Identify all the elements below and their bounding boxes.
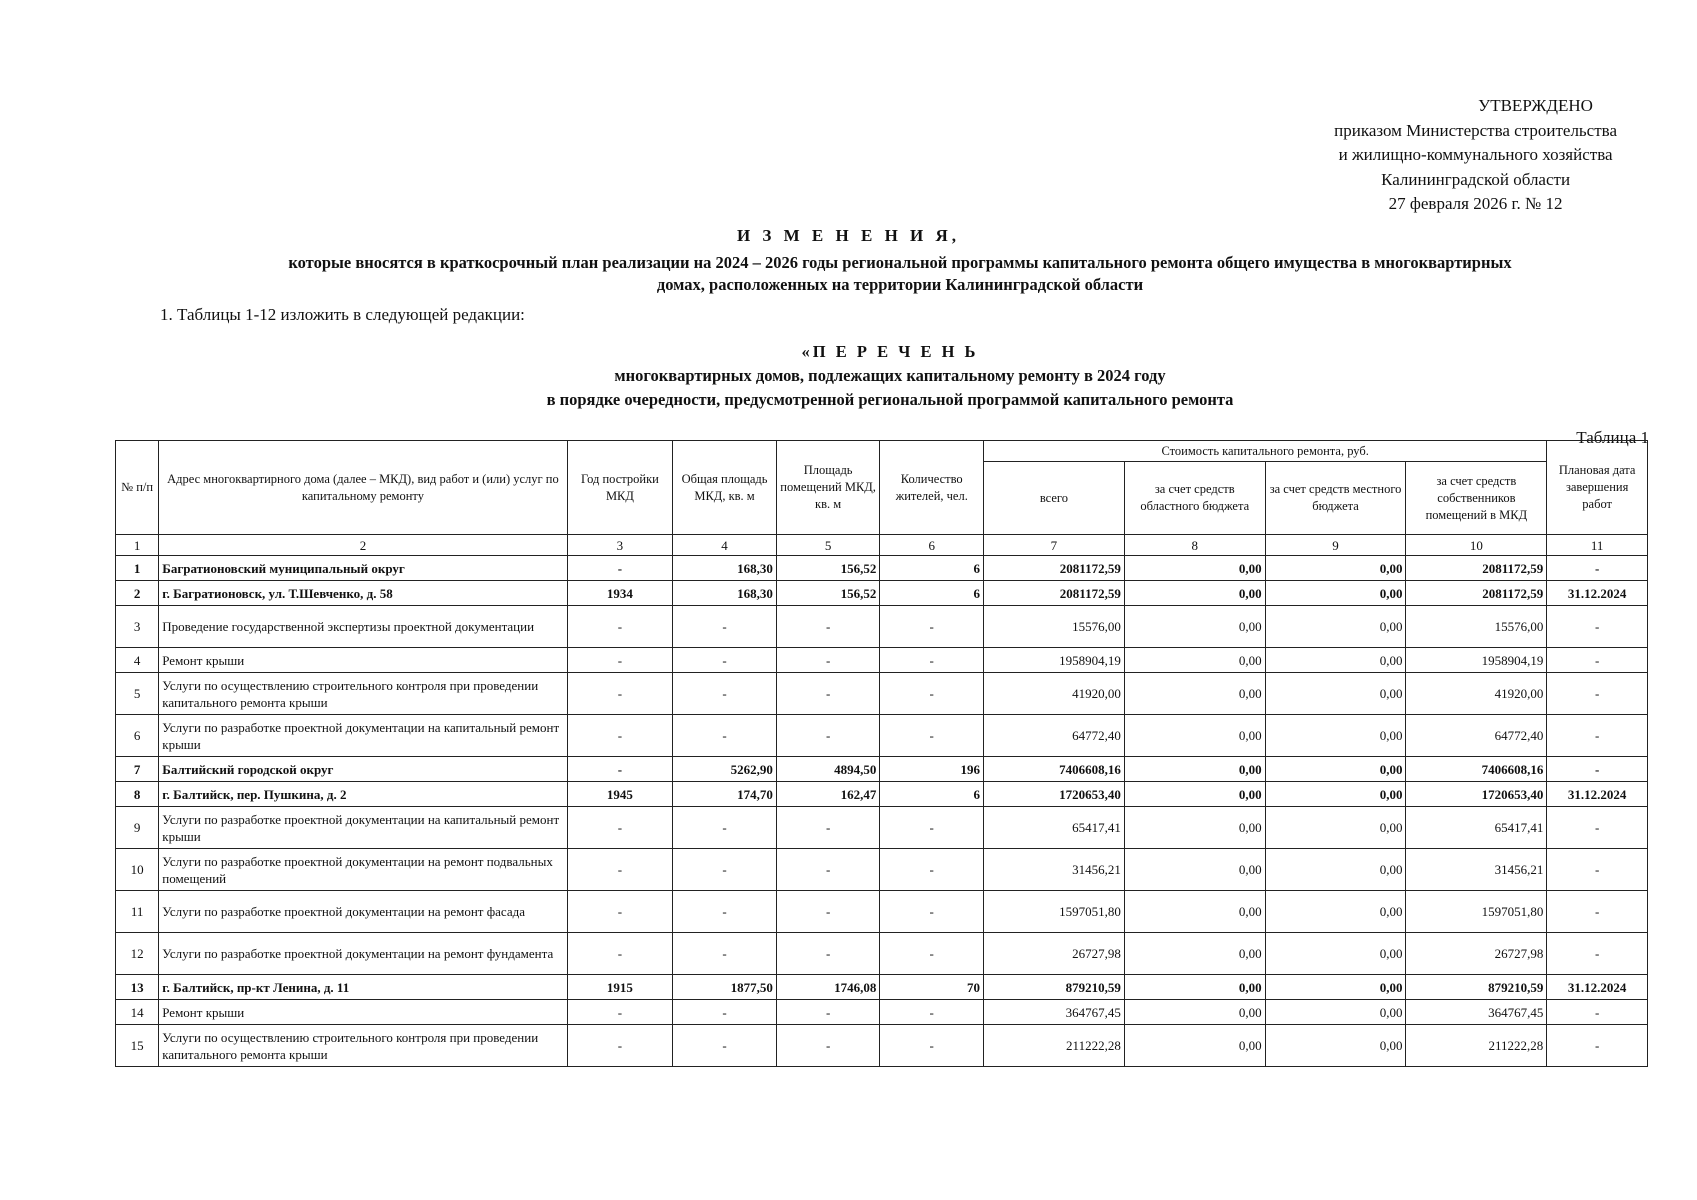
table-row	[116, 782, 1648, 807]
approval-line: приказом Министерства строительства	[1334, 120, 1617, 140]
row-owners-funds: 26727,98	[1406, 933, 1547, 975]
column-number: 6	[880, 535, 984, 556]
row-total-cost: 15576,00	[984, 606, 1125, 648]
row-year: -	[567, 1000, 673, 1025]
table-row	[116, 1025, 1648, 1067]
row-premises-area: 162,47	[776, 782, 880, 807]
item-1-text: 1. Таблицы 1-12 изложить в следующей редакции:	[160, 305, 525, 324]
row-owners-funds: 2081172,59	[1406, 581, 1547, 606]
approval-line: 27 февраля 2026 г. № 12	[1388, 194, 1563, 213]
row-number: 12	[116, 933, 159, 975]
column-number: 4	[673, 535, 777, 556]
row-address: Балтийский городской округ	[159, 757, 567, 782]
row-total-area: -	[673, 807, 777, 849]
row-address: Услуги по разработке проектной документации на ремонт фасада	[159, 891, 567, 933]
row-address: Услуги по разработке проектной документации на капитальный ремонт крыши	[159, 807, 567, 849]
row-residents: -	[880, 673, 984, 715]
row-owners-funds: 1597051,80	[1406, 891, 1547, 933]
row-total-area: -	[673, 933, 777, 975]
row-year: -	[567, 556, 673, 581]
row-number: 14	[116, 1000, 159, 1025]
document-subtitle	[150, 252, 1650, 296]
row-owners-funds: 7406608,16	[1406, 757, 1547, 782]
document-subtitle-line: которые вносятся в краткосрочный план реализации на 2024 – 2026 годы региональной программы капитального ремонта общего имущества в многоквартирных	[288, 253, 1512, 272]
table-row	[116, 673, 1648, 715]
header-np: № п/п	[116, 441, 159, 535]
row-planned-date: 31.12.2024	[1547, 782, 1648, 807]
row-local-budget: 0,00	[1265, 581, 1406, 606]
row-local-budget: 0,00	[1265, 648, 1406, 673]
column-number: 9	[1265, 535, 1406, 556]
row-regional-budget: 0,00	[1124, 782, 1265, 807]
row-premises-area: 4894,50	[776, 757, 880, 782]
row-total-area: 174,70	[673, 782, 777, 807]
header-regional: за счет средств областного бюджета	[1124, 462, 1265, 535]
row-residents: 6	[880, 581, 984, 606]
row-local-budget: 0,00	[1265, 556, 1406, 581]
row-planned-date: -	[1547, 757, 1648, 782]
header-local: за счет средств местного бюджета	[1265, 462, 1406, 535]
row-number: 6	[116, 715, 159, 757]
table-row	[116, 606, 1648, 648]
header-total: всего	[984, 462, 1125, 535]
row-regional-budget: 0,00	[1124, 1000, 1265, 1025]
row-owners-funds: 65417,41	[1406, 807, 1547, 849]
column-number: 3	[567, 535, 673, 556]
row-number: 9	[116, 807, 159, 849]
table-row	[116, 715, 1648, 757]
row-total-cost: 64772,40	[984, 715, 1125, 757]
table-row	[116, 556, 1648, 581]
row-regional-budget: 0,00	[1124, 715, 1265, 757]
row-local-budget: 0,00	[1265, 715, 1406, 757]
row-year: -	[567, 673, 673, 715]
row-premises-area: -	[776, 1025, 880, 1067]
row-regional-budget: 0,00	[1124, 807, 1265, 849]
row-regional-budget: 0,00	[1124, 648, 1265, 673]
row-address: Услуги по осуществлению строительного контроля при проведении капитального ремонта крыши	[159, 673, 567, 715]
row-premises-area: -	[776, 1000, 880, 1025]
row-total-cost: 7406608,16	[984, 757, 1125, 782]
row-residents: 70	[880, 975, 984, 1000]
row-total-cost: 2081172,59	[984, 581, 1125, 606]
column-number: 2	[159, 535, 567, 556]
perechen-title: «П Е Р Е Ч Е Н Ь	[801, 342, 979, 361]
row-year: -	[567, 715, 673, 757]
row-premises-area: -	[776, 673, 880, 715]
row-regional-budget: 0,00	[1124, 933, 1265, 975]
row-total-cost: 65417,41	[984, 807, 1125, 849]
row-total-area: -	[673, 648, 777, 673]
row-total-cost: 211222,28	[984, 1025, 1125, 1067]
row-premises-area: 156,52	[776, 581, 880, 606]
row-local-budget: 0,00	[1265, 1000, 1406, 1025]
row-number: 15	[116, 1025, 159, 1067]
row-year: -	[567, 807, 673, 849]
row-planned-date: -	[1547, 891, 1648, 933]
row-local-budget: 0,00	[1265, 891, 1406, 933]
row-regional-budget: 0,00	[1124, 581, 1265, 606]
row-planned-date: -	[1547, 648, 1648, 673]
header-residents: Количество жителей, чел.	[880, 441, 984, 535]
row-total-area: -	[673, 1000, 777, 1025]
row-year: -	[567, 933, 673, 975]
approval-stamp	[1334, 94, 1617, 217]
row-planned-date: -	[1547, 849, 1648, 891]
row-number: 13	[116, 975, 159, 1000]
column-number: 8	[1124, 535, 1265, 556]
row-residents: -	[880, 933, 984, 975]
row-total-area: -	[673, 673, 777, 715]
row-residents: -	[880, 606, 984, 648]
table-row	[116, 933, 1648, 975]
row-year: 1915	[567, 975, 673, 1000]
row-residents: -	[880, 1000, 984, 1025]
row-local-budget: 0,00	[1265, 975, 1406, 1000]
row-planned-date: -	[1547, 807, 1648, 849]
row-premises-area: 156,52	[776, 556, 880, 581]
table-row	[116, 1000, 1648, 1025]
row-local-budget: 0,00	[1265, 807, 1406, 849]
row-total-cost: 26727,98	[984, 933, 1125, 975]
header-premises-area: Площадь помещений МКД, кв. м	[776, 441, 880, 535]
column-number: 1	[116, 535, 159, 556]
row-address: Услуги по осуществлению строительного контроля при проведении капитального ремонта крыши	[159, 1025, 567, 1067]
row-address: г. Балтийск, пр-кт Ленина, д. 11	[159, 975, 567, 1000]
column-number: 7	[984, 535, 1125, 556]
row-premises-area: -	[776, 807, 880, 849]
row-premises-area: -	[776, 849, 880, 891]
row-regional-budget: 0,00	[1124, 975, 1265, 1000]
row-residents: -	[880, 648, 984, 673]
approval-heading: УТВЕРЖДЕНО	[1478, 96, 1593, 115]
row-year: -	[567, 648, 673, 673]
row-planned-date: -	[1547, 933, 1648, 975]
table-row	[116, 975, 1648, 1000]
row-residents: 196	[880, 757, 984, 782]
row-total-cost: 31456,21	[984, 849, 1125, 891]
row-planned-date: -	[1547, 673, 1648, 715]
row-total-cost: 2081172,59	[984, 556, 1125, 581]
row-local-budget: 0,00	[1265, 606, 1406, 648]
row-total-area: 1877,50	[673, 975, 777, 1000]
row-total-area: -	[673, 1025, 777, 1067]
row-regional-budget: 0,00	[1124, 891, 1265, 933]
row-year: 1945	[567, 782, 673, 807]
repair-table	[115, 440, 1648, 1067]
row-local-budget: 0,00	[1265, 757, 1406, 782]
row-residents: 6	[880, 782, 984, 807]
row-address: Услуги по разработке проектной документации на ремонт подвальных помещений	[159, 849, 567, 891]
table-row	[116, 648, 1648, 673]
table-row	[116, 891, 1648, 933]
row-number: 5	[116, 673, 159, 715]
row-total-area: -	[673, 606, 777, 648]
row-year: -	[567, 757, 673, 782]
row-address: Услуги по разработке проектной документации на ремонт фундамента	[159, 933, 567, 975]
column-number: 5	[776, 535, 880, 556]
row-total-cost: 1958904,19	[984, 648, 1125, 673]
header-cost-group: Стоимость капитального ремонта, руб.	[984, 441, 1547, 462]
row-number: 7	[116, 757, 159, 782]
approval-line: Калининградской области	[1381, 169, 1571, 189]
row-premises-area: -	[776, 648, 880, 673]
header-planned-date: Плановая дата завершения работ	[1547, 441, 1648, 535]
row-owners-funds: 31456,21	[1406, 849, 1547, 891]
row-owners-funds: 64772,40	[1406, 715, 1547, 757]
row-total-area: 5262,90	[673, 757, 777, 782]
document-subtitle-line: домах, расположенных на территории Калининградской области	[656, 275, 1144, 294]
row-address: Услуги по разработке проектной документации на капитальный ремонт крыши	[159, 715, 567, 757]
row-owners-funds: 41920,00	[1406, 673, 1547, 715]
row-total-area: -	[673, 849, 777, 891]
row-year: -	[567, 606, 673, 648]
row-address: Ремонт крыши	[159, 1000, 567, 1025]
row-owners-funds: 1720653,40	[1406, 782, 1547, 807]
row-address: г. Балтийск, пер. Пушкина, д. 2	[159, 782, 567, 807]
column-number: 11	[1547, 535, 1648, 556]
row-planned-date: -	[1547, 1000, 1648, 1025]
header-year: Год постройки МКД	[567, 441, 673, 535]
row-address: г. Багратионовск, ул. Т.Шевченко, д. 58	[159, 581, 567, 606]
row-premises-area: -	[776, 891, 880, 933]
row-owners-funds: 1958904,19	[1406, 648, 1547, 673]
row-local-budget: 0,00	[1265, 849, 1406, 891]
row-owners-funds: 364767,45	[1406, 1000, 1547, 1025]
row-regional-budget: 0,00	[1124, 757, 1265, 782]
table-row	[116, 581, 1648, 606]
header-address: Адрес многоквартирного дома (далее – МКД), вид работ и (или) услуг по капитальному ремонту	[159, 441, 567, 535]
row-regional-budget: 0,00	[1124, 1025, 1265, 1067]
row-total-area: 168,30	[673, 556, 777, 581]
row-year: -	[567, 1025, 673, 1067]
row-residents: -	[880, 715, 984, 757]
row-owners-funds: 2081172,59	[1406, 556, 1547, 581]
row-regional-budget: 0,00	[1124, 556, 1265, 581]
row-number: 10	[116, 849, 159, 891]
row-year: 1934	[567, 581, 673, 606]
row-address: Багратионовский муниципальный округ	[159, 556, 567, 581]
row-local-budget: 0,00	[1265, 673, 1406, 715]
table-row	[116, 757, 1648, 782]
row-planned-date: -	[1547, 606, 1648, 648]
row-residents: -	[880, 807, 984, 849]
row-address: Ремонт крыши	[159, 648, 567, 673]
document-title: И З М Е Н Е Н И Я,	[736, 226, 961, 245]
header-owners: за счет средств собственников помещений в МКД	[1406, 462, 1547, 535]
perechen-line: в порядке очередности, предусмотренной региональной программой капитального ремонта	[546, 390, 1234, 409]
row-address: Проведение государственной экспертизы проектной документации	[159, 606, 567, 648]
row-number: 1	[116, 556, 159, 581]
row-residents: -	[880, 891, 984, 933]
row-premises-area: 1746,08	[776, 975, 880, 1000]
row-planned-date: 31.12.2024	[1547, 581, 1648, 606]
header-total-area: Общая площадь МКД, кв. м	[673, 441, 777, 535]
row-residents: -	[880, 849, 984, 891]
row-year: -	[567, 891, 673, 933]
table-row	[116, 807, 1648, 849]
row-premises-area: -	[776, 933, 880, 975]
row-regional-budget: 0,00	[1124, 673, 1265, 715]
row-number: 4	[116, 648, 159, 673]
row-total-cost: 41920,00	[984, 673, 1125, 715]
row-total-cost: 1597051,80	[984, 891, 1125, 933]
perechen-heading	[110, 340, 1670, 412]
row-number: 11	[116, 891, 159, 933]
row-planned-date: -	[1547, 715, 1648, 757]
row-premises-area: -	[776, 606, 880, 648]
row-total-area: 168,30	[673, 581, 777, 606]
row-total-cost: 364767,45	[984, 1000, 1125, 1025]
row-total-area: -	[673, 715, 777, 757]
row-number: 8	[116, 782, 159, 807]
column-number-row	[116, 535, 1648, 556]
row-owners-funds: 15576,00	[1406, 606, 1547, 648]
row-planned-date: 31.12.2024	[1547, 975, 1648, 1000]
row-owners-funds: 211222,28	[1406, 1025, 1547, 1067]
row-regional-budget: 0,00	[1124, 606, 1265, 648]
row-planned-date: -	[1547, 1025, 1648, 1067]
row-year: -	[567, 849, 673, 891]
table-row	[116, 849, 1648, 891]
perechen-line: многоквартирных домов, подлежащих капитальному ремонту в 2024 году	[614, 366, 1166, 385]
row-total-area: -	[673, 891, 777, 933]
approval-line: и жилищно-коммунального хозяйства	[1338, 145, 1613, 164]
row-number: 2	[116, 581, 159, 606]
row-total-cost: 879210,59	[984, 975, 1125, 1000]
row-planned-date: -	[1547, 556, 1648, 581]
row-local-budget: 0,00	[1265, 1025, 1406, 1067]
row-premises-area: -	[776, 715, 880, 757]
row-local-budget: 0,00	[1265, 782, 1406, 807]
row-owners-funds: 879210,59	[1406, 975, 1547, 1000]
row-number: 3	[116, 606, 159, 648]
column-number: 10	[1406, 535, 1547, 556]
row-total-cost: 1720653,40	[984, 782, 1125, 807]
row-residents: -	[880, 1025, 984, 1067]
row-residents: 6	[880, 556, 984, 581]
row-regional-budget: 0,00	[1124, 849, 1265, 891]
row-local-budget: 0,00	[1265, 933, 1406, 975]
table-label: Таблица 1	[1576, 428, 1649, 447]
